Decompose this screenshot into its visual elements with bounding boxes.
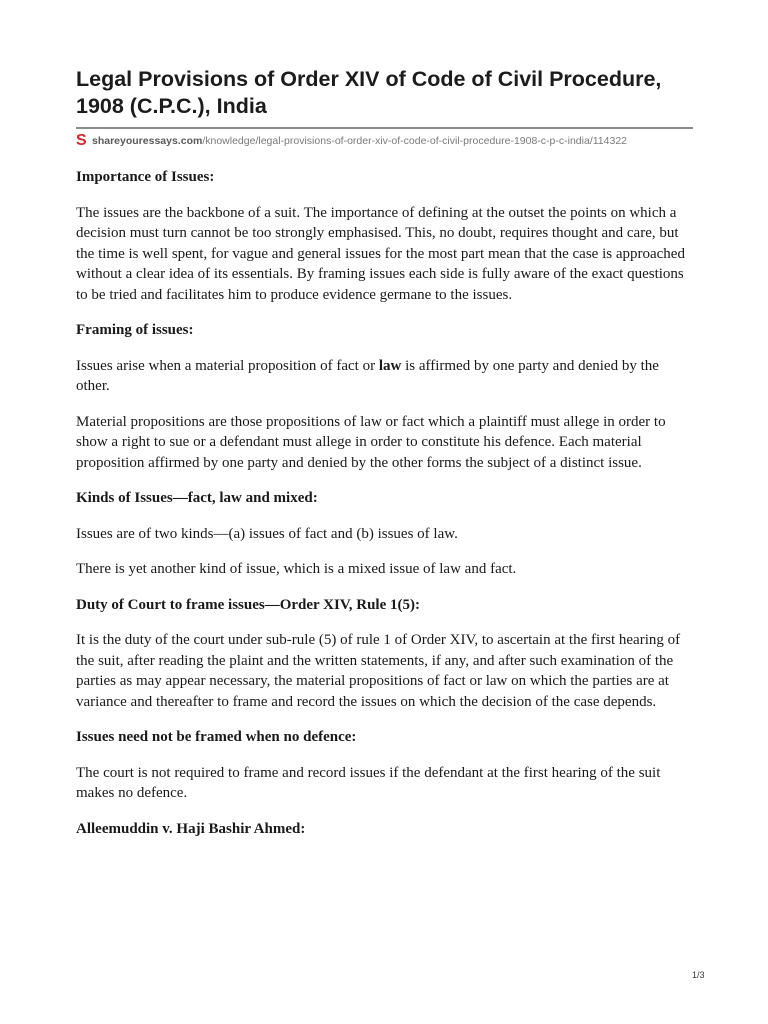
paragraph: Issues are of two kinds—(a) issues of fact and (b) issues of law.	[76, 525, 458, 542]
article-body	[76, 167, 696, 839]
paragraph: The court is not required to frame and record issues if the defendant at the first hearing of the suit makes no defence.	[76, 764, 661, 801]
paragraph: There is yet another kind of issue, which is a mixed issue of law and fact.	[76, 561, 517, 577]
source-link[interactable]	[92, 134, 652, 148]
paragraph: It is the duty of the court under sub-rule (5) of rule 1 of Order XIV, to ascertain at the first hearing of the suit, after reading the plaint and the written statements, if any, and after such examination of the parties as may appear necessary, the material propositions of fact or law on which the parties are at variance and thereafter to frame and record the issues on which the decision of the case depends.	[76, 632, 681, 710]
section-heading: Kinds of Issues—fact, law and mixed:	[76, 490, 318, 506]
source-line	[76, 134, 696, 148]
section-heading: Importance of Issues:	[76, 169, 215, 185]
section-heading: Duty of Court to frame issues—Order XIV, Rule 1(5):	[76, 596, 420, 613]
source-domain[interactable]: shareyouressays.com	[92, 135, 203, 147]
paragraph	[76, 356, 696, 397]
document-page	[76, 66, 696, 854]
page-number: 1/3	[692, 970, 705, 980]
section-heading: Alleemuddin v. Haji Bashir Ahmed:	[76, 820, 306, 837]
paragraph-text: Issues arise when a material proposition of fact or	[76, 357, 379, 374]
shareyouressays-s-logo-icon: S	[76, 132, 87, 149]
source-path[interactable]: /knowledge/legal-provisions-of-order-xiv-of-code-of-civil-procedure-1908-c-p-c-india/114322	[202, 135, 627, 147]
paragraph: The issues are the backbone of a suit. The importance of defining at the outset the points on which a decision must turn cannot be too strongly emphasised. This, no doubt, requires thought and care, but the time is well spent, for vague and general issues for the most part mean that the case is approached without a clear idea of its essentials. By framing issues each side is fully aware of the exact questions to be tried and facilitates him to produce evidence germane to the issues.	[76, 204, 685, 303]
document-title: Legal Provisions of Order XIV of Code of Civil Procedure, 1908 (C.P.C.), India	[76, 67, 662, 118]
title-divider	[76, 127, 693, 129]
section-heading: Issues need not be framed when no defence:	[76, 729, 357, 745]
paragraph: Material propositions are those propositions of law or fact which a plaintiff must allege in order to show a right to sue or a defendant must allege in order to constitute his defence. Each material proposition affirmed by one party and denied by the other forms the subject of a distinct issue.	[76, 413, 666, 471]
paragraph-text: is affirmed by one party and denied by the other.	[76, 357, 659, 394]
law-link[interactable]: law	[378, 357, 402, 374]
section-heading: Framing of issues:	[76, 322, 194, 338]
